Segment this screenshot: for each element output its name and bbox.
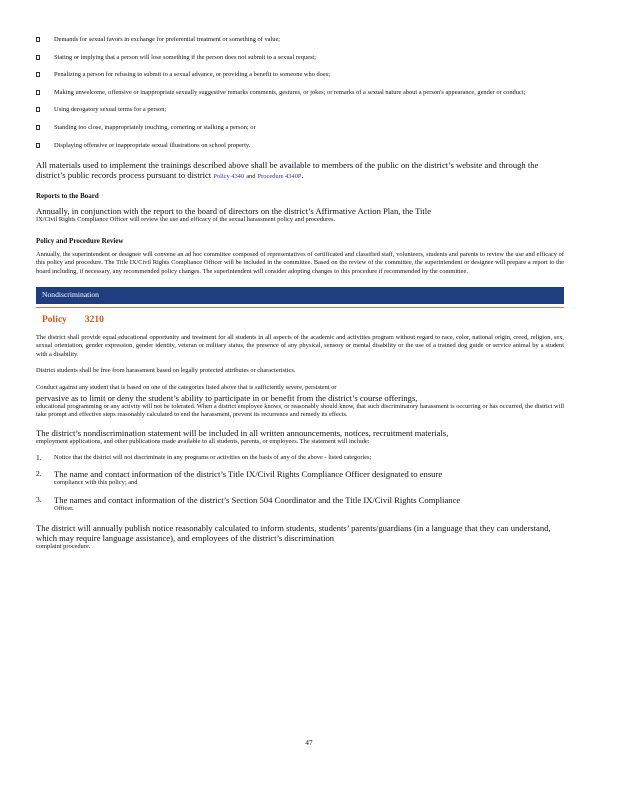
procedure-4340p-link[interactable]: Procedure 4340P <box>257 173 302 181</box>
document-page <box>36 36 564 552</box>
checkbox-bullet-icon <box>36 143 40 148</box>
checkbox-bullet-icon <box>36 55 40 60</box>
list-item: 3. The names and contact information of the district’s Section 504 Coordinator and the Title IX/Civil Rights Compliance Officer. <box>36 495 461 513</box>
reports-heading: Reports to the Board <box>36 191 99 200</box>
checkbox-bullet-icon <box>36 125 40 130</box>
section-divider <box>36 307 564 308</box>
list-item: 2. The name and contact information of the district’s Title IX/Civil Rights Compliance Officer designated to ensure compliance with this policy; and <box>36 469 443 487</box>
review-body: Annually, the superintendent or designee will convene an ad hoc committee composed of representatives of certificated and classified staff, volunteers, students and parents to review the use and efficacy of this policy and procedure. The Title IX/Civil Rights Compliance Officer will be included in the committee. Based on the review of the committee, the superintendent or designee will prepare a report to the board including, if necessary, any recommended policy changes. The superintendent will consider adopting changes to this procedure if recommended by the committee. <box>36 250 564 275</box>
materials-paragraph: All materials used to implement the trainings described above shall be available to members of the public on the district’s website and through the district’s public records process pursuant to district Policy 4340 and Procedure 4340P. <box>36 160 539 181</box>
nondiscrimination-paragraph-1: The district shall provide equal educational opportunity and treatment for all students in all aspects of the academic and activities program without regard to race, color, national origin, creed, religion, sex, sexual orientation, gender expression, gender identity, veteran or military status, the presence of any physical, sensory or mental disability or the use of a trained dog guide or service animal by a student with a disability. <box>36 333 564 358</box>
policy-4340-link[interactable]: Policy 4340 <box>213 173 245 181</box>
review-heading: Policy and Procedure Review <box>36 236 124 245</box>
list-item: Making unwelcome, offensive or inappropriate sexually suggestive remarks comments, gestures, or jokes; or remarks of a sexual nature about a person's appearance, gender or conduct; <box>36 89 564 98</box>
list-item: Standing too close, inappropriately touching, cornering or stalking a person; or <box>36 124 564 133</box>
checkbox-bullet-icon <box>36 37 40 42</box>
list-item: Stating or implying that a person will lose something if the person does not submit to a sexual request; <box>36 54 564 63</box>
nondiscrimination-paragraph-5: The district will annually publish notice reasonably calculated to inform students, students’ parents/guardians (in a language that they can understand, which may require language assistance), and employees of the district’s discrimination complaint procedure. <box>36 522 551 551</box>
list-item: 1. Notice that the district will not discriminate in any programs or activities on the basis of any of the above - listed categories; <box>36 452 372 462</box>
page-number: 47 <box>305 739 313 747</box>
statement-list <box>36 454 564 514</box>
nondiscrimination-paragraph-2: District students shall be free from harassment based on legally protected attributes or characteristics. <box>36 367 296 375</box>
list-item: Penalizing a person for refusing to submit to a sexual advance, or providing a benefit to someone who does; <box>36 71 564 80</box>
bullet-list <box>36 36 564 150</box>
list-item: Demands for sexual favors in exchange for preferential treatment or something of value; <box>36 36 564 45</box>
policy-number: Policy 3210 <box>42 314 104 325</box>
reports-lead: Annually, in conjunction with the report to the board of directors on the district’s Affirmative Action Plan, the Title <box>36 205 432 216</box>
checkbox-bullet-icon <box>36 90 40 95</box>
section-banner: Nondiscrimination <box>36 287 564 304</box>
reports-body: IX/Civil Rights Compliance Officer will review the use and efficacy of the sexual harassment policy and procedures. <box>36 216 336 224</box>
nondiscrimination-paragraph-4: The district’s nondiscrimination statement will be included in all written announcements, notices, recruitment materials, employment applications, and other publications made available to all students, parents, or employees. The statement will include: <box>36 427 449 446</box>
list-item: Using derogatory sexual terms for a person; <box>36 106 564 115</box>
nondiscrimination-paragraph-3: Conduct against any student that is based on one of the categories listed above that is sufficiently severe, persistent or pervasive as to limit or deny the student’s ability to participate in or benefit from the district’s course offerings, educational programming or any activity will not be tolerated. When a district employee knows, or reasonably should know, that such discriminatory harassment is occurring or has occurred, the district will take prompt and effective steps reasonably calculated to end the harassment, prevent its recurrence and remedy its effects. <box>36 383 564 419</box>
list-item: Displaying offensive or inappropriate sexual illustrations on school property. <box>36 142 564 151</box>
checkbox-bullet-icon <box>36 72 40 77</box>
checkbox-bullet-icon <box>36 107 40 112</box>
